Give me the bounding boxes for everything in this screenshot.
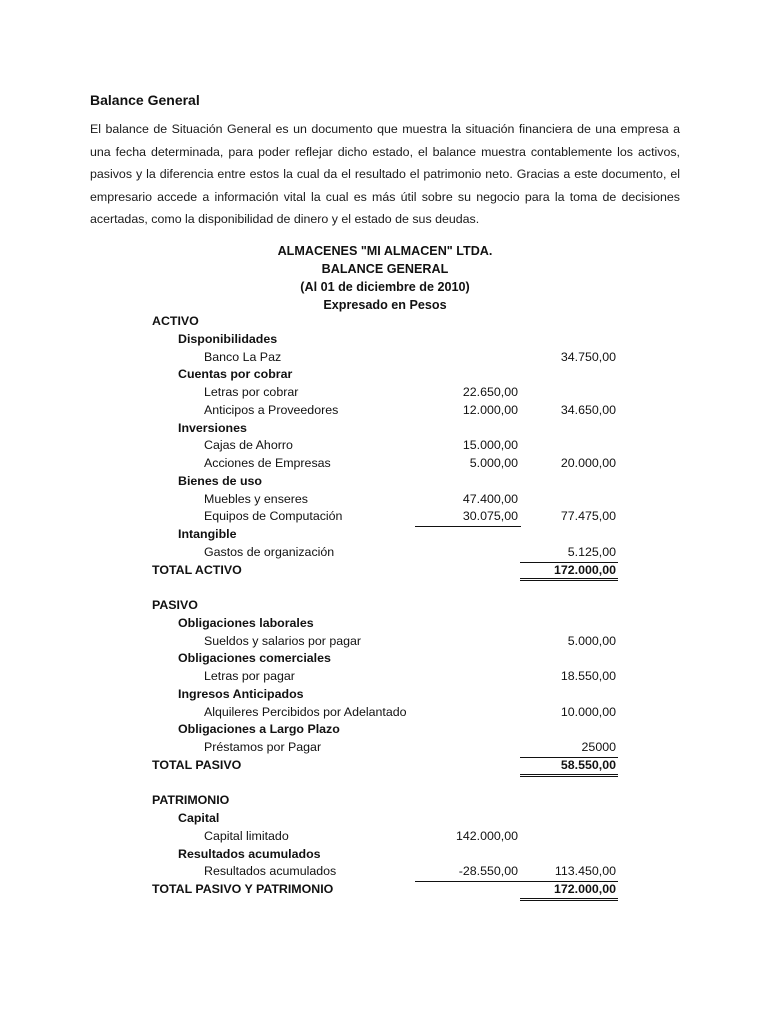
row-label: Obligaciones comerciales: [178, 651, 331, 666]
total-cell: 5.125,00: [567, 544, 616, 559]
line-item: [150, 456, 620, 474]
amount-cell: 12.000,00: [462, 402, 518, 417]
line-item: [150, 492, 620, 510]
amount-cell: 15.000,00: [462, 438, 518, 453]
group-label: [150, 811, 620, 829]
group-label: [150, 847, 620, 865]
group-label: [150, 421, 620, 439]
row-label: TOTAL ACTIVO: [152, 562, 242, 577]
amount-cell: 47.400,00: [462, 491, 518, 506]
total-cell: 113.450,00: [554, 864, 616, 879]
group-label: [150, 527, 620, 545]
total-cell: 77.475,00: [560, 509, 616, 524]
row-label: Préstamos por Pagar: [204, 740, 322, 754]
row-label: Acciones de Empresas: [204, 456, 331, 470]
row-label: Obligaciones laborales: [178, 615, 314, 630]
statement-title-line: (Al 01 de diciembre de 2010): [300, 280, 470, 294]
statement-title-line: BALANCE GENERAL: [321, 262, 449, 276]
statement-title-line: ALMACENES "MI ALMACEN" LTDA.: [277, 244, 493, 258]
total-cell: 10.000,00: [560, 704, 616, 719]
line-item: [150, 403, 620, 421]
total-cell: 25000: [581, 740, 616, 754]
statement-title-line: Expresado en Pesos: [323, 298, 447, 312]
row-label: Obligaciones a Largo Plazo: [178, 722, 340, 737]
row-label: Capital limitado: [204, 828, 289, 843]
intro-text: El balance de Situación General es un documento que muestra la situación financiera de una empresa a una fecha determinada, para poder reflejar dicho estado, el balance muestra contablemente los activos, pasivos y la diferencia entre estos la cual da el resultado el patrimonio neto. Gracias a este documento, el empresario accede a información vital la cual es más útil sobre su negocio para la toma de decisiones acertadas, como la disponibilidad de dinero y el estado de sus deudas.: [90, 122, 680, 227]
amount-cell: -28.550,00: [458, 864, 518, 879]
total-cell: 58.550,00: [560, 757, 616, 772]
group-label: [150, 474, 620, 492]
line-item: [150, 740, 620, 758]
row-label: Letras por cobrar: [204, 385, 299, 399]
row-label: Alquileres Percibidos por Adelantado: [204, 704, 407, 719]
group-label: [150, 367, 620, 385]
row-label: Disponibilidades: [178, 331, 278, 346]
row-label: Resultados acumulados: [204, 864, 337, 879]
row-label: PATRIMONIO: [152, 793, 230, 808]
line-item: [150, 864, 620, 882]
row-label: Anticipos a Proveedores: [204, 402, 339, 417]
group-label: [150, 651, 620, 669]
group-label: [150, 722, 620, 740]
section-heading: Balance General: [90, 92, 200, 108]
row-label: Cuentas por cobrar: [178, 367, 293, 382]
section-label: [150, 793, 620, 811]
line-item: [150, 509, 620, 527]
line-item: [150, 634, 620, 652]
row-label: Intangible: [178, 527, 237, 541]
line-item: [150, 350, 620, 368]
amount-cell: 30.075,00: [462, 509, 518, 524]
line-item: [150, 545, 620, 563]
total-double-rule: [520, 776, 618, 777]
row-label: Equipos de Computación: [204, 509, 343, 524]
total-cell: 34.650,00: [560, 402, 616, 417]
row-label: TOTAL PASIVO Y PATRIMONIO: [152, 882, 334, 896]
total-cell: 18.550,00: [560, 669, 616, 683]
row-label: Gastos de organización: [204, 544, 335, 559]
section-label: [150, 598, 620, 616]
total-cell: 34.750,00: [560, 349, 616, 364]
row-label: Inversiones: [178, 420, 247, 435]
row-label: Letras por pagar: [204, 669, 295, 683]
group-label: [150, 687, 620, 705]
row-label: Capital: [178, 811, 220, 825]
row-label: Resultados acumulados: [178, 846, 321, 861]
group-label: [150, 616, 620, 634]
row-label: Ingresos Anticipados: [178, 686, 304, 701]
line-item: [150, 669, 620, 687]
total-double-rule: [520, 900, 618, 901]
amount-cell: 5.000,00: [469, 456, 518, 470]
line-item: [150, 829, 620, 847]
row-label: PASIVO: [152, 598, 198, 612]
intro-paragraph: [90, 118, 680, 231]
amount-cell: 142.000,00: [455, 828, 518, 843]
total-double-rule: [520, 578, 618, 579]
total-cell: 172.000,00: [553, 882, 616, 896]
row-label: TOTAL PASIVO: [152, 757, 242, 772]
amount-cell: 22.650,00: [462, 385, 518, 399]
section-label: [150, 314, 620, 332]
line-item: [150, 438, 620, 456]
row-label: Cajas de Ahorro: [204, 438, 293, 453]
line-item: [150, 385, 620, 403]
group-label: [150, 332, 620, 350]
row-label: ACTIVO: [152, 314, 199, 328]
total-double-rule: [520, 898, 618, 899]
row-label: Bienes de uso: [178, 473, 263, 488]
total-cell: 5.000,00: [567, 633, 616, 648]
line-item: [150, 705, 620, 723]
row-label: Sueldos y salarios por pagar: [204, 633, 362, 648]
total-cell: 172.000,00: [553, 562, 616, 577]
row-label: Muebles y enseres: [204, 491, 308, 506]
total-double-rule: [520, 580, 618, 581]
row-label: Banco La Paz: [204, 349, 282, 364]
total-cell: 20.000,00: [560, 456, 616, 470]
total-double-rule: [520, 774, 618, 775]
